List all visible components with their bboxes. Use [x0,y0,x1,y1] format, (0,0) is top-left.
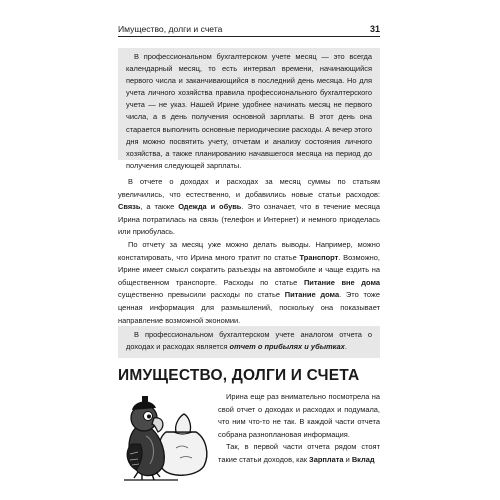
term-pitanie-doma: Питание дома [284,290,340,300]
note-box-pnl-text: В профессиональном бухгалтерском учете аналогом отчета о доходах и расходах является отчет о прибылях и убытках. [126,330,372,352]
term-vklad: Вклад [351,454,375,464]
page-number: 31 [369,24,380,34]
term-svyaz: Связь [118,202,141,212]
running-title: Имущество, долги и счета [118,24,223,34]
section-heading: ИМУЩЕСТВО, ДОЛГИ И СЧЕТА [118,367,360,384]
paragraph-first-part: Так, в первой части отчета рядом стоят такие статьи доходов, как Зарплата и Вклад [218,442,380,464]
paragraph-irina-report: Ирина еще раз внимательно посмотрела на свой отчет о доходах и расходах и подумала, что ним что-то не так. В каждой части отчета собрана разноплановая информация. [218,392,380,439]
paragraph-report-items: В отчете о доходах и расходах за месяц суммы по статьям увеличились, что естественно, и добавились новые статьи расходов: Связь, а также Одежда и обувь. Это означает, что в течение месяца Ирина потратилась на связь (телефон и Интернет) и немного приоделась или приобулась. [118,177,380,237]
paragraph-conclusions: По отчету за месяц уже можно делать выводы. Например, можно констатировать, что Ирина много тратит по статье Транспорт. Возможно, Ирине имеет смысл сократить разъезды на автомобиле и чаще ездить на общественном транспорте. Расходы по статье Питание вне дома существенно превысили расходы по статье Питание дома. Это тоже ценная информация для размышлений, поскольку она показывает направление возможной экономии. [118,239,380,325]
term-zarplata: Зарплата [309,454,344,464]
term-pnl-report: отчет о прибылях и убытках [229,342,345,352]
term-transport: Транспорт [299,252,339,262]
term-pitanie-vne-doma: Питание вне дома [303,277,380,287]
note-box-month [118,48,380,170]
section-body-text [218,391,380,467]
parrot-illustration [118,392,213,482]
running-header [118,23,380,37]
note-box-pnl [118,326,380,358]
term-odezhda: Одежда и обувь [178,202,242,212]
body-text [118,176,380,327]
note-box-month-text: В профессиональном бухгалтерском учете месяц — это всегда календарный месяц, то есть интервал времени, начинающийся первого числа и заканчивающийся в последний день месяца. Но для учета личного хозяйства правила профессионального бухгалтерского учета — не указ. Нашей Ирине удобнее начинать месяц не первого числа, а в день получения основной зарплаты. В этот день она старается выполнить основные периодические расходы. А вечер этого дня можно посвятить учету, отчетам и анализу состояния личного хозяйства, а также планированию начавшегося месяца на период до получения следующей зарплаты. [126,52,372,170]
